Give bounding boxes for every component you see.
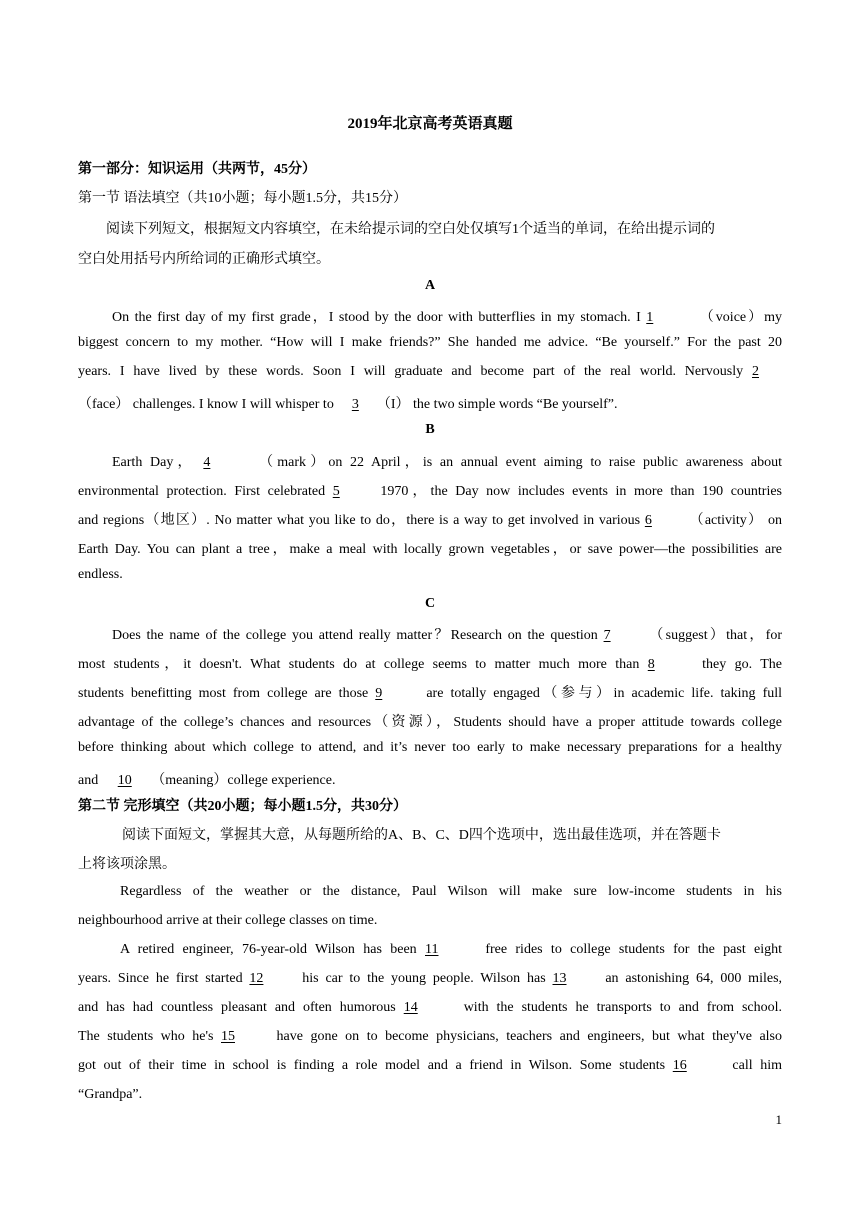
passage-b-line2: environmental protection. First celebrated 5 1970，the Day now includes events in more than 190 countries <box>78 484 783 499</box>
section2-heading: 第二节 完形填空（共20小题；每小题1.5分，共30分） <box>78 799 407 814</box>
blank-16: 16 <box>672 1058 687 1073</box>
blank-11: 11 <box>425 942 439 957</box>
blank-9: 9 <box>375 686 383 701</box>
blank-13: 13 <box>552 971 567 986</box>
blank-4: 4 <box>203 455 211 470</box>
cloze-p2-line6: “Grandpa”. <box>78 1087 143 1102</box>
section1-instruction-line1: 阅读下列短文，根据短文内容填空，在未给提示词的空白处仅填写1个适当的单词，在给出提示词的 <box>106 222 715 237</box>
section2-instruction-line2: 上将该项涂黑。 <box>78 857 176 872</box>
passage-c-line1: Does the name of the college you attend really matter？Research on the question 7 （suggest）that，for <box>112 628 783 643</box>
section1-instruction-line2: 空白处用括号内所给词的正确形式填空。 <box>78 252 330 267</box>
cloze-p2-line5: got out of their time in school is finding a role model and a friend in Wilson. Some students 16 call him <box>78 1058 783 1073</box>
blank-1: 1 <box>646 310 654 325</box>
passage-c-line5: before thinking about which college to attend, and it’s never too early to make necessary preparations for a healthy <box>78 740 782 755</box>
passage-a-line2: biggest concern to my mother. “How will I make friends?” She handed me advice. “Be yourself.” For the past 20 <box>78 335 782 350</box>
blank-8: 8 <box>647 657 655 672</box>
cloze-p1-line2: neighbourhood arrive at their college classes on time. <box>78 913 378 928</box>
passage-b-label: B <box>425 422 435 437</box>
passage-b-line4: Earth Day. You can plant a tree，make a meal with locally grown vegetables，or save power—the possibilities are <box>78 542 782 557</box>
blank-14: 14 <box>403 1000 418 1015</box>
blank-2: 2 <box>752 364 759 379</box>
passage-a-line3: years. I have lived by these words. Soon I will graduate and become part of the real world. Nervously 2 <box>78 364 782 380</box>
passage-c-line6: and 10 （meaning）college experience. <box>78 773 336 788</box>
passage-b-line5: endless. <box>78 567 123 582</box>
cloze-p2-line4: The students who he's 15 have gone on to become physicians, teachers and engineers, but what they've also <box>78 1029 783 1044</box>
passage-a-line1: On the first day of my first grade，I stood by the door with butterflies in my stomach. I 1 （voice）my <box>112 310 783 325</box>
cloze-p2-line3: and has had countless pleasant and often humorous 14 with the students he transports to and from school. <box>78 1000 783 1015</box>
blank-12: 12 <box>249 971 264 986</box>
passage-c-label: C <box>424 596 436 611</box>
blank-5: 5 <box>332 484 340 499</box>
passage-b-line3: and regions（地区）. No matter what you like to do，there is a way to get involved in various 6 （activity） on <box>78 513 782 528</box>
part1-heading: 第一部分：知识运用（共两节，45分） <box>78 162 316 177</box>
passage-b-line1: Earth Day， 4 （mark）on 22 April，is an annual event aiming to raise public awareness about <box>112 455 782 470</box>
passage-a-line4: （face） challenges. I know I will whisper to 3 （I） the two simple words “Be yourself”. <box>78 397 618 412</box>
blank-7: 7 <box>603 628 611 643</box>
cloze-p2-line1: A retired engineer, 76-year-old Wilson has been 11 free rides to college students for the past eight <box>120 942 783 957</box>
blank-3: 3 <box>351 397 359 412</box>
passage-c-line3: students benefitting most from college are those 9 are totally engaged（参与）in academic life. taking full <box>78 686 783 701</box>
cloze-p1-line1: Regardless of the weather or the distance, Paul Wilson will make sure low-income students in his <box>120 884 782 899</box>
page-title: 2019年北京高考英语真题 <box>347 116 513 132</box>
passage-a-label: A <box>424 278 436 293</box>
section1-heading: 第一节 语法填空（共10小题；每小题1.5分，共15分） <box>78 191 407 206</box>
page-number: 1 <box>775 1112 782 1127</box>
blank-10: 10 <box>117 773 132 788</box>
blank-15: 15 <box>221 1029 235 1044</box>
passage-c-line2: most students，it doesn't. What students do at college seems to matter much more than 8 they go. The <box>78 657 782 672</box>
blank-6: 6 <box>644 513 652 528</box>
section2-instruction-line1: 阅读下面短文，掌握其大意，从每题所给的A、B、C、D四个选项中，选出最佳选项，并在答题卡 <box>122 828 721 843</box>
passage-c-line4: advantage of the college’s chances and resources（资源），Students should have a proper attitude towards college <box>78 715 782 730</box>
cloze-p2-line2: years. Since he first started 12 his car to the young people. Wilson has 13 an astonishing 64, 000 miles, <box>78 971 783 986</box>
